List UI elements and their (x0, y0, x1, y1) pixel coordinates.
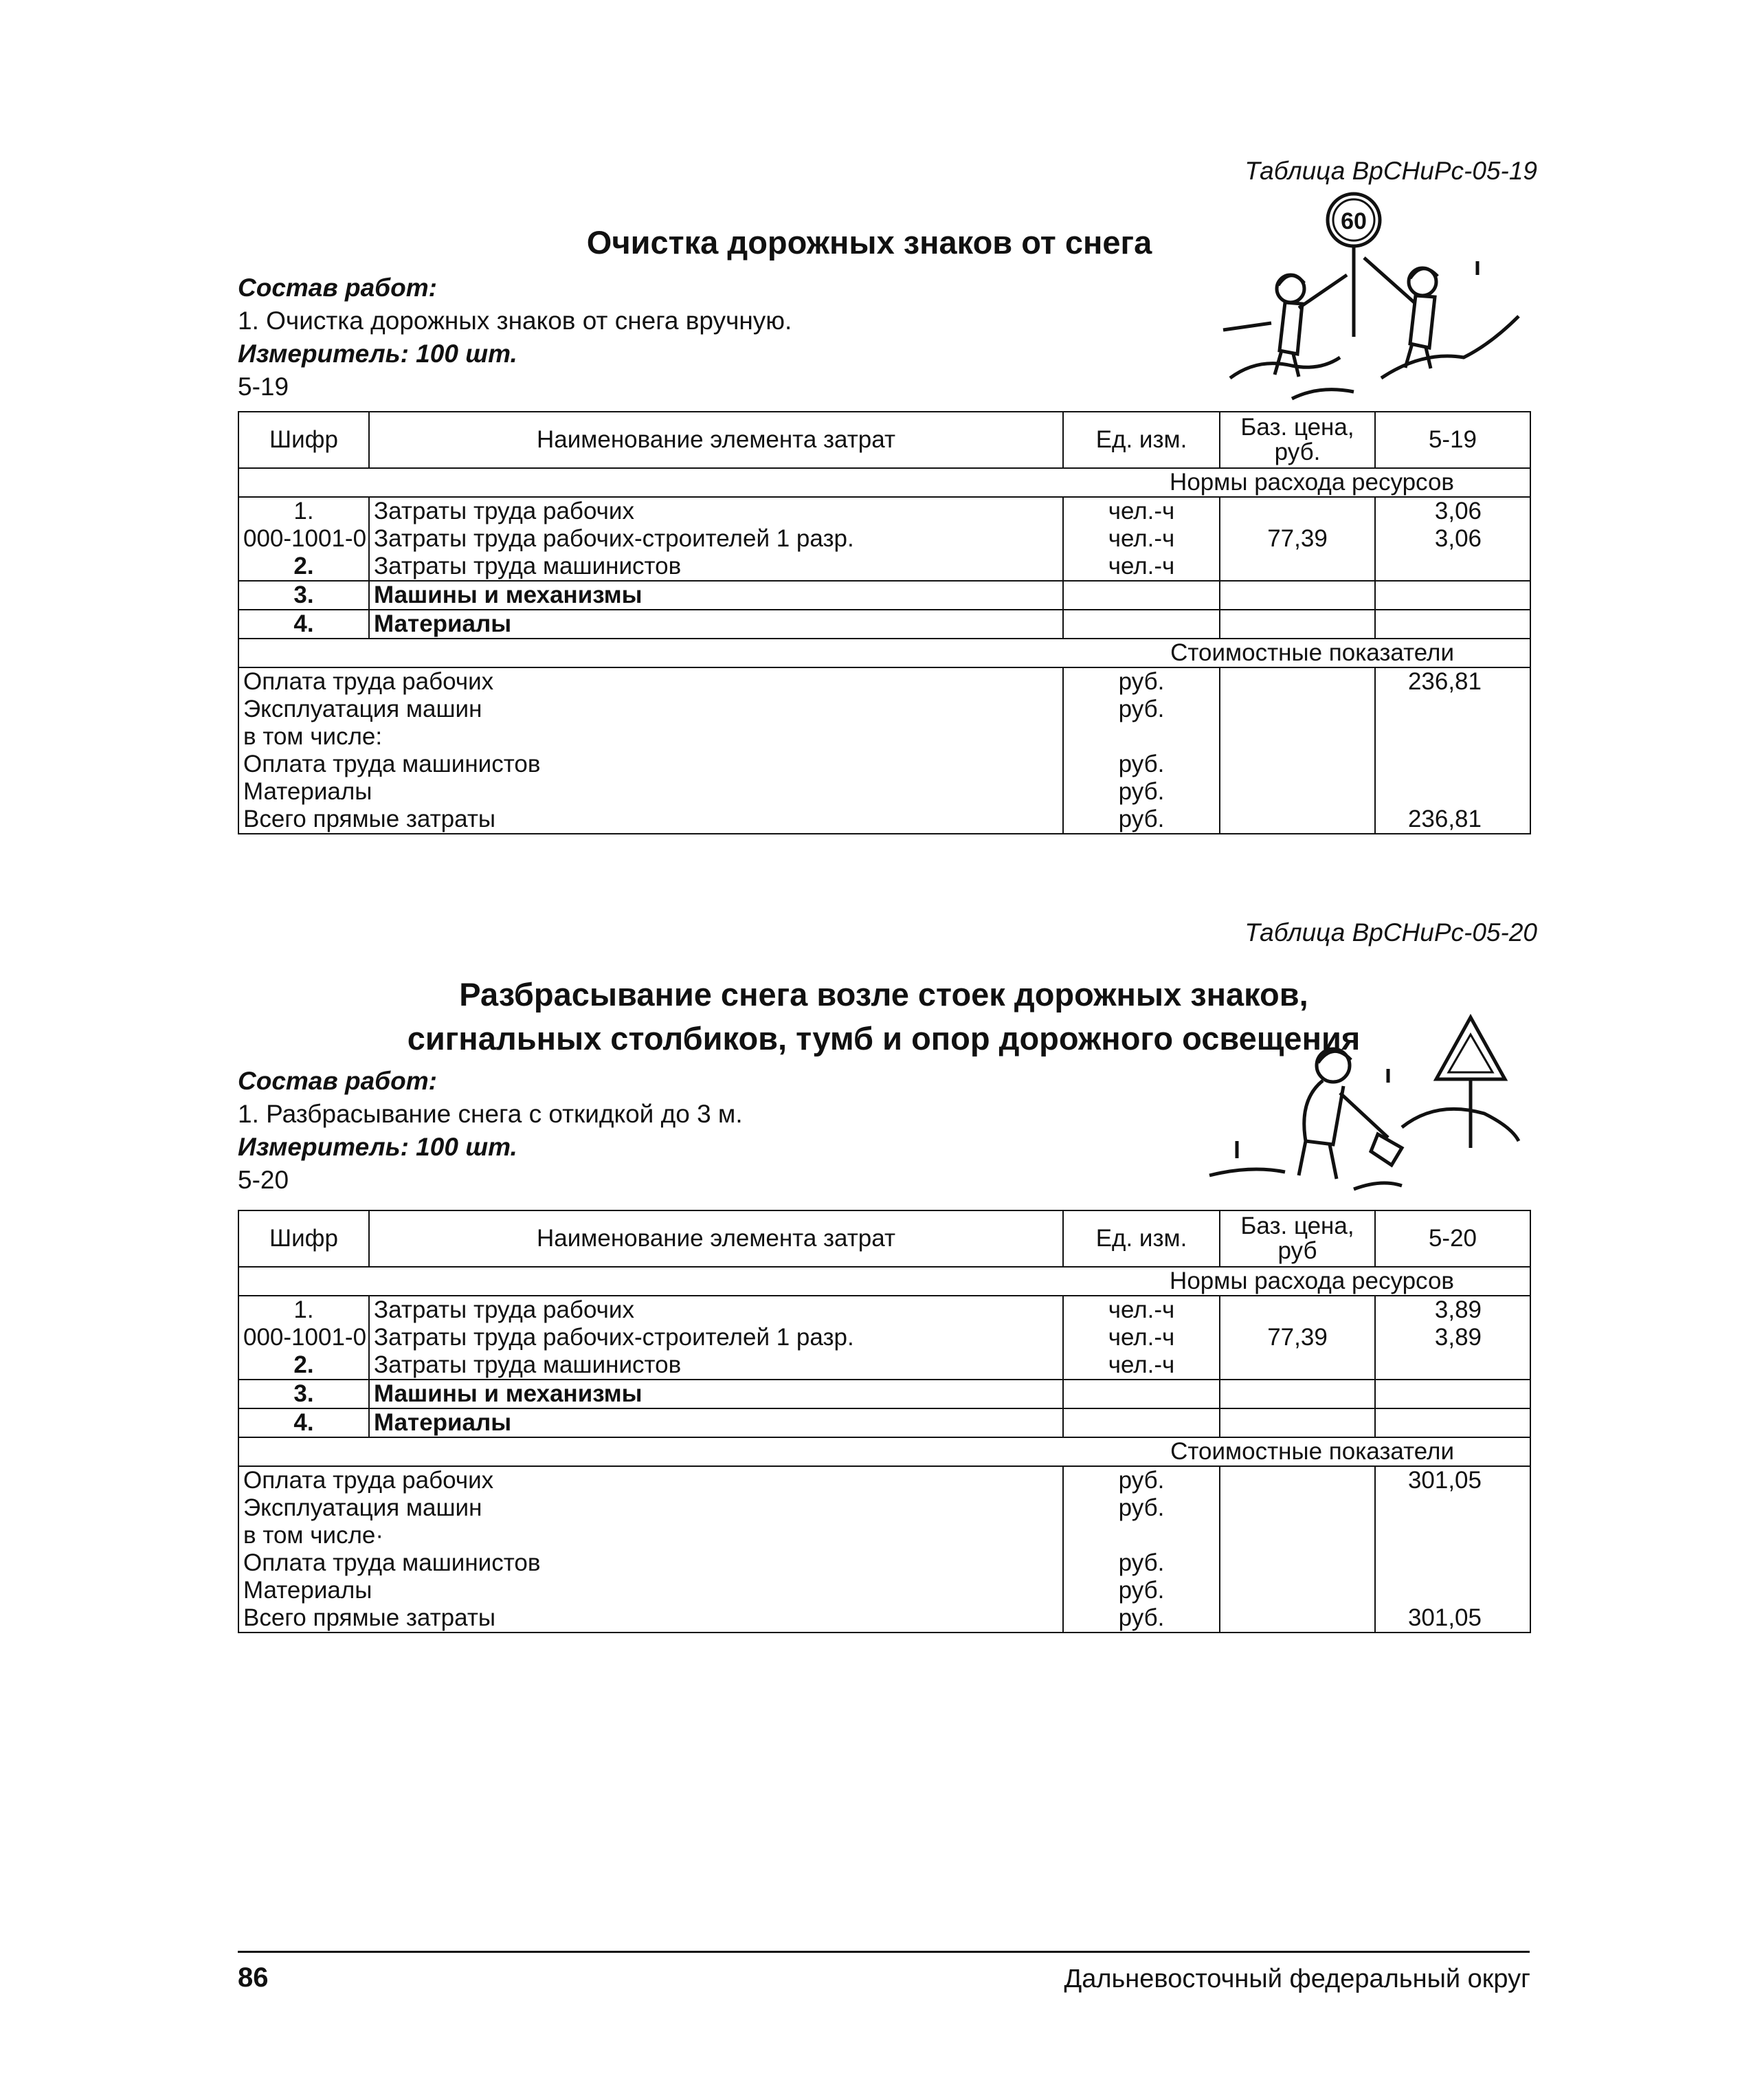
table-row (238, 581, 1530, 610)
cost-unit: руб. (1063, 1549, 1220, 1577)
cost-value (1375, 1522, 1530, 1549)
row-value: 3,06 (1375, 525, 1530, 553)
table-header-row (238, 412, 1530, 468)
row-value: 3,06 (1375, 497, 1530, 525)
row-price (1220, 581, 1375, 610)
cost-name: в том числе· (238, 1522, 1063, 1549)
row-name: Материалы (369, 1408, 1063, 1437)
cost-row (238, 1494, 1530, 1522)
footer-divider (238, 1951, 1530, 1953)
table-label: Таблица ВрСНиРс-05-19 (1244, 157, 1537, 185)
cost-row (238, 806, 1530, 834)
row-value: 3,89 (1375, 1324, 1530, 1351)
row-value (1375, 553, 1530, 581)
cost-row (238, 778, 1530, 806)
table-row (238, 1408, 1530, 1437)
row-price (1220, 1408, 1375, 1437)
row-name: Затраты труда рабочих-строителей 1 разр. (369, 525, 1063, 553)
cost-unit: руб. (1063, 1494, 1220, 1522)
row-unit: чел.-ч (1063, 1296, 1220, 1324)
header-unit: Ед. изм. (1063, 412, 1220, 468)
speed-sign-label: 60 (1341, 208, 1367, 234)
meter-label: Измеритель: 100 шт. (238, 340, 517, 368)
row-price (1220, 1351, 1375, 1380)
table-row (238, 553, 1530, 581)
row-name: Затраты труда рабочих (369, 1296, 1063, 1324)
table-row (238, 1324, 1530, 1351)
cost-unit: руб. (1063, 751, 1220, 778)
row-value (1375, 1408, 1530, 1437)
table-code: 5-20 (238, 1166, 289, 1194)
row-unit (1063, 581, 1220, 610)
row-code: 2. (238, 553, 369, 581)
meter-label: Измеритель: 100 шт. (238, 1133, 517, 1161)
row-name: Затраты труда рабочих (369, 497, 1063, 525)
table-label: Таблица ВрСНиРс-05-20 (1244, 918, 1537, 947)
cost-name: Эксплуатация машин (238, 696, 1063, 723)
row-price (1220, 1380, 1375, 1408)
row-code: 000-1001-0 (238, 1324, 369, 1351)
cost-value: 301,05 (1375, 1604, 1530, 1633)
cost-name: Материалы (238, 778, 1063, 806)
row-name: Материалы (369, 610, 1063, 639)
resource-table-5-20 (238, 1210, 1531, 1633)
cost-unit: руб. (1063, 696, 1220, 723)
row-unit: чел.-ч (1063, 497, 1220, 525)
row-unit (1063, 610, 1220, 639)
table-row (238, 497, 1530, 525)
cost-name: Всего прямые затраты (238, 1604, 1063, 1633)
header-code: Шифр (238, 412, 369, 468)
cost-unit: руб. (1063, 1604, 1220, 1633)
row-value (1375, 610, 1530, 639)
row-name: Машины и механизмы (369, 581, 1063, 610)
cost-name: в том числе: (238, 723, 1063, 751)
cost-name: Оплата труда машинистов (238, 1549, 1063, 1577)
cost-row (238, 1604, 1530, 1633)
cost-unit: руб. (1063, 806, 1220, 834)
row-name: Машины и механизмы (369, 1380, 1063, 1408)
work-item: 1. Разбрасывание снега с откидкой до 3 м. (238, 1100, 743, 1128)
cost-value: 236,81 (1375, 806, 1530, 834)
workers-cleaning-sign-illustration (1216, 186, 1532, 412)
row-value (1375, 1380, 1530, 1408)
cost-indicators-label: Стоимостные показатели (238, 639, 1530, 667)
row-price: 77,39 (1220, 525, 1375, 553)
table-row (238, 1380, 1530, 1408)
table-row (238, 525, 1530, 553)
cost-unit: руб. (1063, 1577, 1220, 1604)
worker-shoveling-snow-illustration (1196, 1004, 1526, 1196)
cost-unit: руб. (1063, 1466, 1220, 1494)
row-name: Затраты труда рабочих-строителей 1 разр. (369, 1324, 1063, 1351)
row-unit: чел.-ч (1063, 525, 1220, 553)
cost-name: Оплата труда машинистов (238, 751, 1063, 778)
cost-value (1375, 723, 1530, 751)
cost-row (238, 667, 1530, 696)
cost-row (238, 696, 1530, 723)
table-row (238, 1351, 1530, 1380)
row-unit: чел.-ч (1063, 1324, 1220, 1351)
cost-row (238, 1549, 1530, 1577)
cost-value (1375, 751, 1530, 778)
page-number: 86 (238, 1962, 269, 1993)
row-unit (1063, 1408, 1220, 1437)
row-unit: чел.-ч (1063, 553, 1220, 581)
row-price (1220, 610, 1375, 639)
work-item: 1. Очистка дорожных знаков от снега вручную. (238, 307, 792, 335)
cost-name: Оплата труда рабочих (238, 1466, 1063, 1494)
cost-row (238, 1522, 1530, 1549)
row-code: 2. (238, 1351, 369, 1380)
cost-name: Материалы (238, 1577, 1063, 1604)
footer-region: Дальневосточный федеральный округ (1064, 1965, 1530, 1993)
section-title: Очистка дорожных знаков от снега (586, 224, 1152, 261)
cost-unit (1063, 1522, 1220, 1549)
cost-name: Всего прямые затраты (238, 806, 1063, 834)
cost-value (1375, 1577, 1530, 1604)
row-code: 1. (238, 1296, 369, 1324)
header-name: Наименование элемента затрат (369, 1210, 1063, 1267)
header-column: 5-19 (1375, 412, 1530, 468)
row-name: Затраты труда машинистов (369, 553, 1063, 581)
row-unit (1063, 1380, 1220, 1408)
row-code: 4. (238, 610, 369, 639)
row-unit: чел.-ч (1063, 1351, 1220, 1380)
header-price: Баз. цена, руб (1220, 1210, 1375, 1267)
table-row (238, 1296, 1530, 1324)
work-composition-label: Состав работ: (238, 1067, 437, 1095)
row-code: 4. (238, 1408, 369, 1437)
row-price: 77,39 (1220, 1324, 1375, 1351)
cost-value (1375, 1549, 1530, 1577)
cost-value: 236,81 (1375, 667, 1530, 696)
row-code: 3. (238, 1380, 369, 1408)
norms-label: Нормы расхода ресурсов (238, 1267, 1530, 1296)
cost-value (1375, 778, 1530, 806)
cost-value: 301,05 (1375, 1466, 1530, 1494)
row-code: 1. (238, 497, 369, 525)
section-title-line-1: Разбрасывание снега возле стоек дорожных знаков, (459, 976, 1308, 1013)
resource-table-5-19 (238, 411, 1531, 834)
cost-row (238, 1577, 1530, 1604)
header-unit: Ед. изм. (1063, 1210, 1220, 1267)
header-price: Баз. цена, руб. (1220, 412, 1375, 468)
cost-value (1375, 696, 1530, 723)
cost-indicators-label: Стоимостные показатели (238, 1437, 1530, 1466)
table-header-row (238, 1210, 1530, 1267)
row-name: Затраты труда машинистов (369, 1351, 1063, 1380)
cost-name: Оплата труда рабочих (238, 667, 1063, 696)
norms-label: Нормы расхода ресурсов (238, 468, 1530, 497)
cost-unit: руб. (1063, 667, 1220, 696)
row-code: 000-1001-0 (238, 525, 369, 553)
row-code: 3. (238, 581, 369, 610)
cost-row (238, 723, 1530, 751)
table-row (238, 610, 1530, 639)
row-value: 3,89 (1375, 1296, 1530, 1324)
cost-unit (1063, 723, 1220, 751)
row-price (1220, 553, 1375, 581)
cost-unit: руб. (1063, 778, 1220, 806)
row-price (1220, 1296, 1375, 1324)
cost-row (238, 751, 1530, 778)
header-column: 5-20 (1375, 1210, 1530, 1267)
header-name: Наименование элемента затрат (369, 412, 1063, 468)
header-code: Шифр (238, 1210, 369, 1267)
row-value (1375, 581, 1530, 610)
row-price (1220, 497, 1375, 525)
cost-value (1375, 1494, 1530, 1522)
section-title-line-2: сигнальных столбиков, тумб и опор дорожного освещения (407, 1020, 1361, 1056)
table-code: 5-19 (238, 373, 289, 401)
work-composition-label: Состав работ: (238, 274, 437, 302)
row-value (1375, 1351, 1530, 1380)
cost-row (238, 1466, 1530, 1494)
cost-name: Эксплуатация машин (238, 1494, 1063, 1522)
